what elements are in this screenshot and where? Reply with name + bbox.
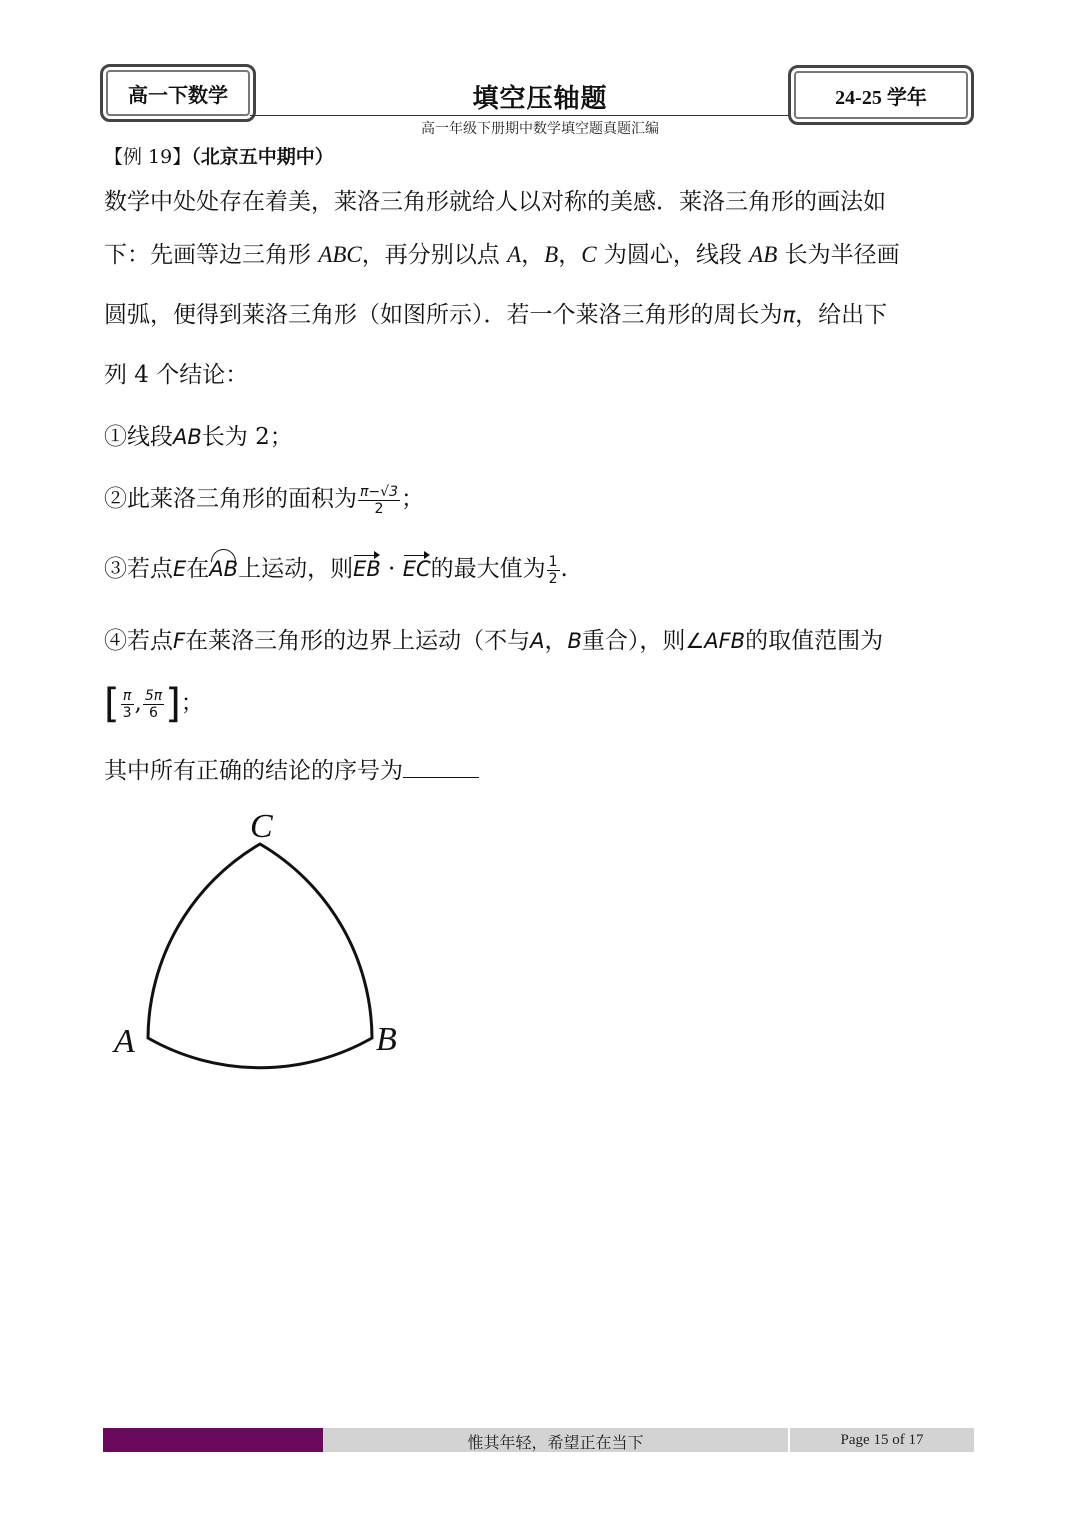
grade-subject-text: 高一下数学 (128, 82, 228, 107)
statement-text: ②此莱洛三角形的面积为 (104, 486, 357, 512)
angle-afb: ∠AFB (685, 629, 746, 653)
math-var: ABC (318, 242, 362, 267)
range-high-fraction (143, 688, 164, 721)
question-text: 其中所有正确的结论的序号为 (104, 758, 403, 784)
math-var: A (530, 629, 545, 653)
problem-text: 长为半径画 (777, 242, 900, 268)
math-var: C (581, 242, 597, 267)
problem-line-3 (104, 296, 887, 329)
statement-text: 重合），则 (581, 628, 686, 654)
page-number: Page 15 of 17 (840, 1432, 924, 1448)
problem-text: ， (521, 242, 545, 268)
problem-line-1 (104, 183, 886, 216)
statement-text: 在 (186, 556, 210, 582)
statement-2 (104, 480, 424, 517)
school-year-badge (788, 65, 974, 125)
math-var: AB (749, 242, 778, 267)
problem-text: 列 4 个结论： (104, 362, 249, 388)
statement-text: 的取值范围为 (745, 628, 884, 654)
statement-4 (104, 622, 883, 655)
math-var: π (782, 303, 796, 327)
math-var: B (567, 629, 582, 653)
statement-text: 在莱洛三角形的边界上运动（不与 (185, 628, 531, 654)
vertex-label-c: C (250, 808, 273, 845)
reuleaux-triangle-figure (100, 800, 420, 1080)
example-label: 【例 19】 (104, 146, 192, 168)
range-low-fraction (121, 688, 134, 721)
header-divider (250, 115, 790, 116)
math-var: B (544, 242, 559, 267)
fraction-denominator: 2 (548, 570, 558, 587)
math-var: AB (173, 425, 202, 449)
dot-operator: · (380, 556, 403, 582)
interval-open-bracket: [ (104, 681, 120, 727)
problem-text: ， (558, 242, 582, 268)
max-value-fraction (547, 554, 560, 587)
reuleaux-outline (148, 844, 372, 1068)
statement-1 (104, 418, 293, 451)
statement-text: ； (180, 690, 204, 716)
footer-accent-block (103, 1428, 323, 1452)
page-subtitle: 高一年级下册期中数学填空题真题汇编 (421, 121, 659, 137)
statement-text: 长为 2； (201, 424, 293, 450)
interval-close-bracket: ] (165, 681, 181, 727)
math-var: E (173, 557, 187, 581)
example-heading (104, 142, 334, 169)
statement-3 (104, 550, 568, 587)
problem-line-4 (104, 356, 248, 389)
problem-line-2 (104, 236, 900, 269)
statement-text: ③若点 (104, 556, 173, 582)
fraction-numerator: π (121, 688, 134, 705)
problem-text: 下：先画等边三角形 (104, 242, 319, 268)
vertex-label-b: B (376, 1021, 397, 1058)
area-fraction (358, 484, 400, 517)
problem-text: ，再分别以点 (361, 242, 508, 268)
school-year-text: 24-25 学年 (835, 86, 927, 109)
statement-text: . (560, 556, 568, 582)
example-source: （北京五中期中） (191, 146, 334, 168)
statement-4-range (104, 681, 204, 727)
fraction-denominator: 6 (149, 704, 158, 721)
statement-text: 的最大值为 (430, 556, 546, 582)
vertex-label-a: A (114, 1023, 135, 1060)
problem-text: 圆弧，便得到莱洛三角形（如图所示）．若一个莱洛三角形的周长为 (104, 302, 783, 328)
arc-ab-symbol: AB (209, 557, 239, 581)
fraction-denominator: 3 (122, 704, 132, 721)
fraction-numerator: 1 (548, 553, 558, 570)
interval-comma: , (134, 690, 142, 716)
vector-eb: EB (353, 557, 381, 581)
vector-ec: EC (402, 557, 431, 581)
statement-text: ； (401, 486, 424, 512)
fraction-numerator: π−√3 (360, 483, 398, 500)
footer-motto: 惟其年轻，希望正在当下 (467, 1433, 644, 1452)
statement-text: 上运动，则 (238, 556, 354, 582)
math-var: A (507, 242, 522, 267)
problem-text: 数学中处处存在着美，莱洛三角形就给人以对称的美感．莱洛三角形的画法如 (104, 189, 886, 215)
page-title: 填空压轴题 (472, 84, 608, 114)
question-line (104, 752, 479, 785)
answer-blank[interactable] (403, 759, 479, 778)
statement-text: ①线段 (104, 424, 173, 450)
statement-text: ④若点 (104, 628, 173, 654)
statement-text: ， (544, 628, 568, 654)
problem-text: 为圆心，线段 (596, 242, 750, 268)
fraction-denominator: 2 (374, 500, 384, 517)
fraction-numerator: 5π (144, 687, 163, 704)
math-var: F (173, 629, 186, 653)
problem-text: ，给出下 (795, 302, 888, 328)
